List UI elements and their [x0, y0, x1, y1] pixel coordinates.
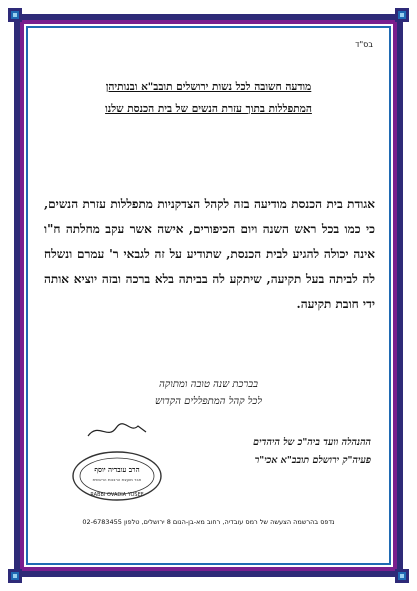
- rabbi-stamp: [68, 414, 166, 512]
- stamp-english-name: RABBI OVADIA YOSEF: [90, 492, 144, 498]
- signature-scribble: [88, 424, 146, 436]
- blessing-line-1: בברכת שנה טובה ומתוקה: [159, 379, 258, 390]
- signers-line-2: פעיה"ק ירושלם תובב"א אכי"ר: [254, 455, 371, 466]
- stamp-subtitle: חבר מועצת הרבנות הראשית: [92, 477, 142, 482]
- notice-body: אגודת בית הכנסת מודיעה בזה לקהל הצדקניות מתפללות עזרת הנשים, כי כמו בכל ראש השנה ויום הכיפורים, אישה אשר עקב מחלתה ח"ו אינה יכולה להגיע לבית הכנסת, שתודיע על זה לגבאי ר' עמרם ונשלח לה לביתה בעל תקיעה, שיתקע לה בביתה בלא ברכה ובזה יוציא אותה ידי חובת תקיעה.: [44, 197, 375, 311]
- signers-line-1: ההנהלה וועד ביה"כ של היהדים: [253, 437, 371, 448]
- corner-ornament-top-right: [395, 8, 409, 22]
- heading-line-2: המתפללות בתוך עזרת הנשים של בית הכנסת שלנו: [105, 103, 312, 115]
- signers-block: [253, 434, 371, 470]
- corner-ornament-bottom-right: [395, 569, 409, 583]
- notice-heading: [40, 76, 377, 120]
- corner-ornament-top-left: [8, 8, 22, 22]
- blessing-line-2: לכל קהל המתפללים הקדוש: [154, 396, 263, 407]
- printer-footer: נדפס בהרשמה הצעשה של רמס עובדיה, רחוב מא-בן-הנום 8 ירושלים, טלפון 02-6783455: [82, 518, 335, 526]
- stamp-inner-ring: [80, 458, 154, 494]
- blessing-block: [40, 376, 377, 410]
- bsd-mark: בס"ד: [355, 40, 373, 49]
- heading-line-1: מודעה חשובה לכל נשות ירושלים תובב"א ובנותיהן: [105, 81, 312, 93]
- stamp-hebrew-name: הרב עובדיה יוסף: [94, 465, 140, 474]
- notice-content: [40, 34, 377, 554]
- corner-ornament-bottom-left: [8, 569, 22, 583]
